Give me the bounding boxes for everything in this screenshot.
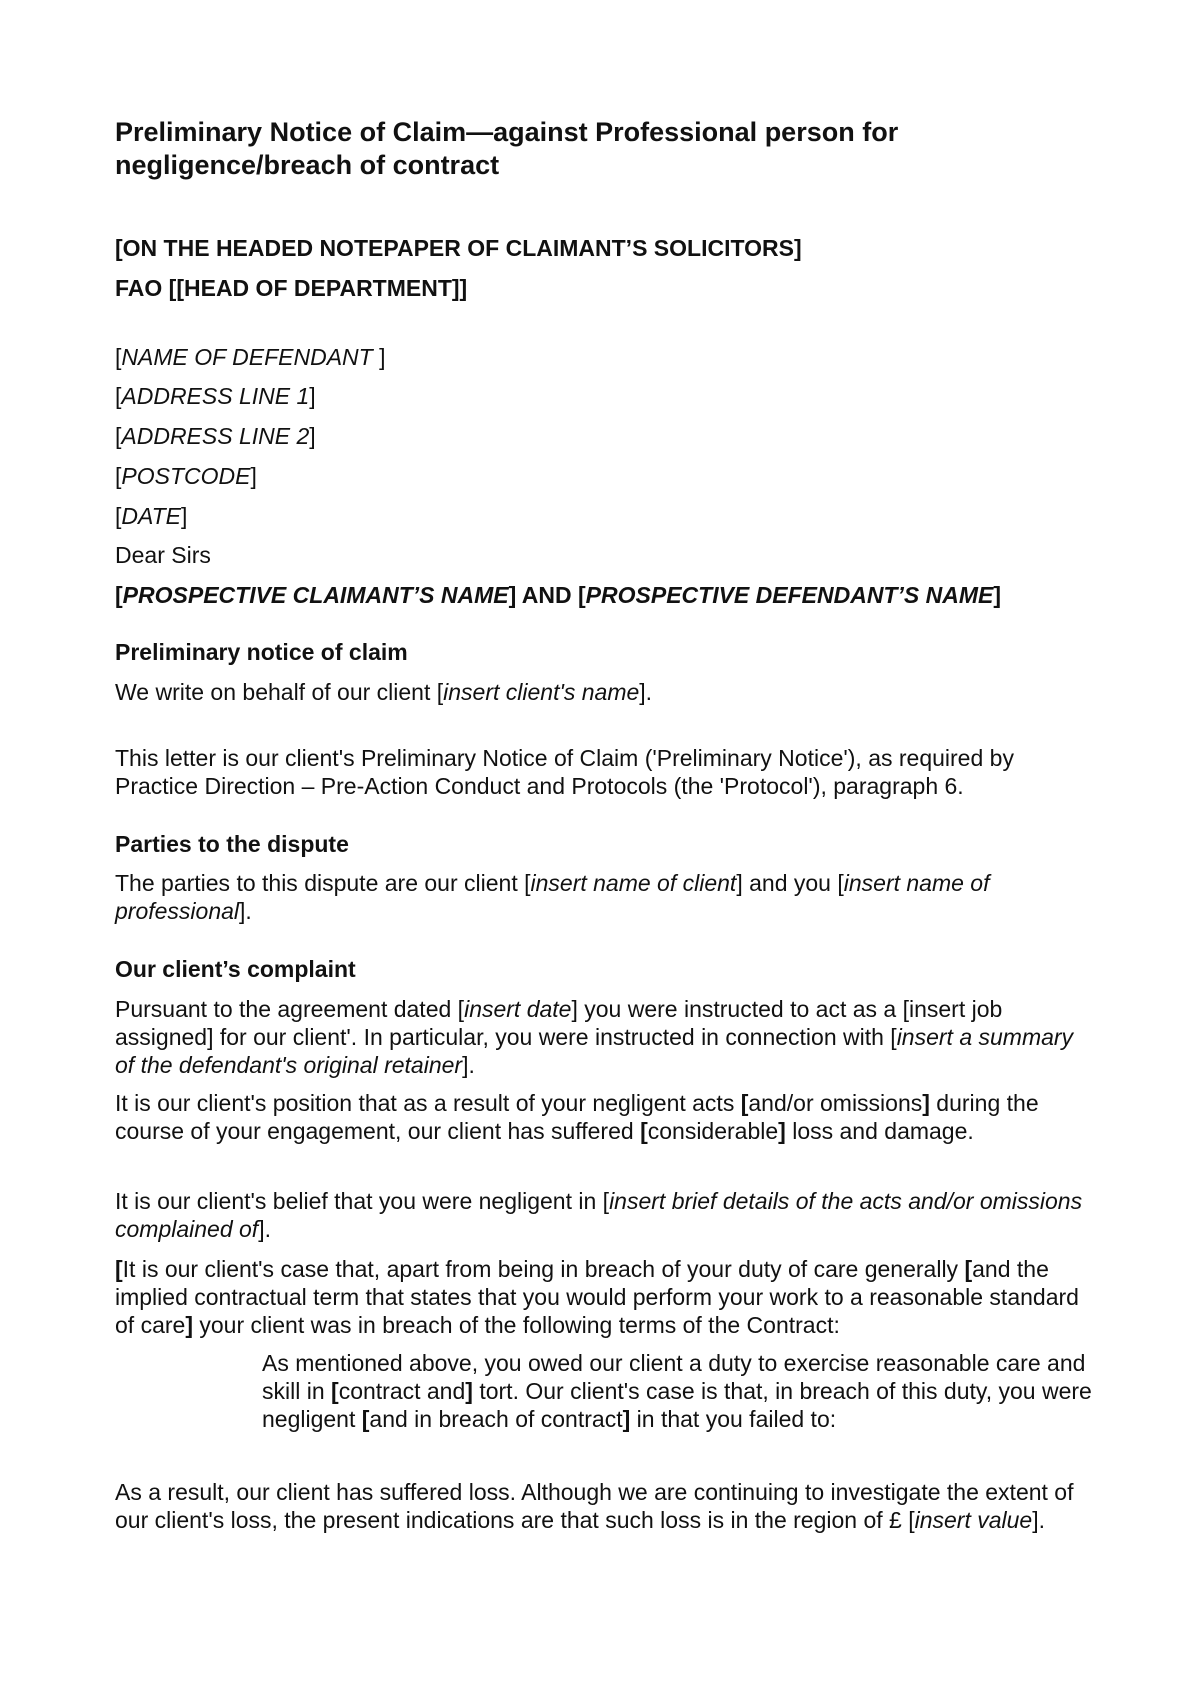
paragraph-case: [It is our client's case that, apart from being in breach of your duty of care generally [and the implied contractual term that states that you would perform your work to a reasonable standard of care] your client was in breach of the following terms of the Contract:: [115, 1256, 1079, 1338]
defendant-name-line: [NAME OF DEFENDANT ]: [115, 344, 386, 370]
subject-line: [PROSPECTIVE CLAIMANT’S NAME] AND [PROSPECTIVE DEFENDANT’S NAME]: [115, 582, 1001, 608]
indented-paragraph-duty: As mentioned above, you owed our client a duty to exercise reasonable care and skill in [contract and] tort. Our client's case is that, in breach of this duty, you were negligent [and in breach of contract] in that you failed to:: [262, 1350, 1092, 1432]
paragraph-agreement: Pursuant to the agreement dated [insert date] you were instructed to act as a [insert job assigned] for our client'. In particular, you were instructed in connection with [insert a summary of the defendant's original retainer].: [115, 996, 1074, 1078]
salutation: Dear Sirs: [115, 542, 211, 568]
section-heading-complaint: Our client’s complaint: [115, 956, 356, 982]
paragraph-position: It is our client's position that as a result of your negligent acts [and/or omissions] during the course of your engagement, our client has suffered [considerable] loss and damage.: [115, 1090, 1039, 1144]
postcode-line: [POSTCODE]: [115, 463, 257, 489]
fao-line: FAO [[HEAD OF DEPARTMENT]]: [115, 275, 468, 301]
paragraph-belief: It is our client's belief that you were negligent in [insert brief details of the acts and/or omissions complained of].: [115, 1188, 1083, 1242]
date-line: [DATE]: [115, 503, 188, 529]
address-line-1: [ADDRESS LINE 1]: [115, 383, 316, 409]
paragraph-preliminary-notice: This letter is our client's Preliminary Notice of Claim ('Preliminary Notice'), as required by Practice Direction – Pre-Action Conduct and Protocols (the 'Protocol'), paragraph 6.: [115, 745, 1014, 799]
paragraph-loss: As a result, our client has suffered loss. Although we are continuing to investigate the extent of our client's loss, the present indications are that such loss is in the region of £ [insert value].: [115, 1479, 1074, 1533]
paragraph-on-behalf: We write on behalf of our client [insert client's name].: [115, 679, 653, 705]
section-heading-parties: Parties to the dispute: [115, 831, 349, 857]
section-heading-preliminary-notice: Preliminary notice of claim: [115, 639, 408, 665]
document-title: Preliminary Notice of Claim—against Professional person for negligence/breach of contract: [115, 117, 899, 180]
paragraph-parties: The parties to this dispute are our client [insert name of client] and you [insert name of professional].: [115, 870, 990, 924]
letterhead-placeholder: [ON THE HEADED NOTEPAPER OF CLAIMANT’S SOLICITORS]: [115, 235, 802, 261]
address-line-2: [ADDRESS LINE 2]: [115, 423, 316, 449]
